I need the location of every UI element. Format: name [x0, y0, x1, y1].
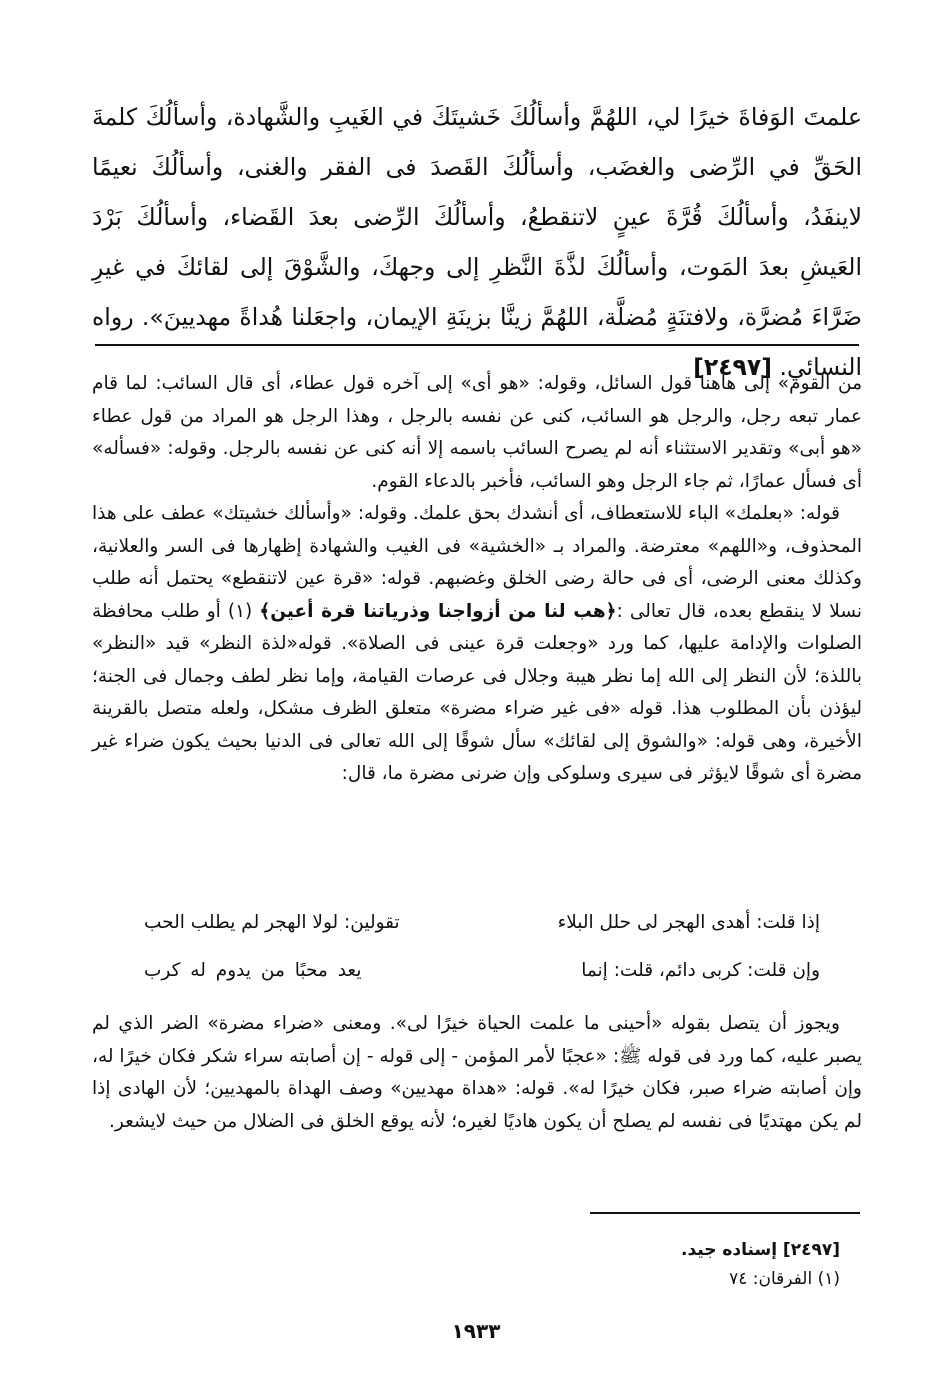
- verse-second-hemistich: تقولين: لولا الهجر لم يطلب الحب: [144, 912, 400, 933]
- page-number: ١٩٣٣: [451, 1319, 501, 1343]
- quran-verse: ﴿هب لنا من أزواجنا وذرياتنا قرة أعين﴾: [259, 600, 617, 622]
- footnote-separator: [590, 1212, 860, 1214]
- verse-first-hemistich: إذا قلت: أهدى الهجر لى حلل البلاء: [557, 912, 820, 933]
- commentary-text: أو طلب محافظة الصلوات والإدامة عليها، كما ورد «وجعلت قرة عينى فى الصلاة». قوله«لذة النظر» قيد «النظر» باللذة؛ لأن النظر إلى الله إما نظر هيبة وجلال فى عرصات القيامة، وإما نظر لطف وجمال فى الجنة؛ ليؤذن بأن المطلوب هذا. قوله «فى غير ضراء مضرة» متعلق الظرف مشكل، ولعله متصل بالقرينة الأخيرة، وهى قوله: «والشوق إلى لقائك» سأل شوقًا إلى الله تعالى فى الدنيا بحيث يكون ضراء غير مضرة أى شوقًا لايؤثر فى سيرى وسلوكى وإن ضرنى مضرة ما، قال:: [92, 600, 862, 784]
- poetry-verse: [92, 956, 862, 1004]
- footnote-1: (١) الفرقان: ٧٤: [729, 1269, 840, 1289]
- hadith-grading-note: [٢٤٩٧] إسناده جيد.: [681, 1240, 840, 1260]
- footnotes: [92, 1236, 840, 1294]
- verse-first-hemistich: وإن قلت: كربى دائم، قلت: إنما: [581, 960, 820, 981]
- commentary-paragraph: من القوم» إلى هاهنا قول السائل، وقوله: «هو أى» إلى آخره قول عطاء، أى قال السائب: لما قام عمار تبعه رجل، والرجل هو السائب، كنى عن نفسه بالرجل ، وهذا الرجل هو المراد من قول عطاء «هو أبى» وتقدير الاستثناء أنه لم يصرح السائب باسمه إلا أنه كنى عن نفسه بالرجل. وقوله: «فسأله» أى فسأل عمارًا، ثم جاء الرجل وهو السائب، فأخبر بالدعاء القوم.: [92, 373, 862, 492]
- separator-line: [95, 344, 859, 346]
- hadith-body: علمتَ الوَفاةَ خيرًا لي، اللهُمَّ وأسألُكَ خَشيتَكَ في الغَيبِ والشَّهادة، وأسألُكَ كلمةَ الحَقِّ في الرِّضى والغضَب، وأسألُكَ القَصدَ فى الفقر والغنى، وأسألُكَ نعيمًا لاينفَدُ، وأسألُكَ قُرَّةَ عينٍ لاتنقطعُ، وأسألُكَ الرِّضى بعدَ القَضاء، وأسألُكَ بَرْدَ العَيشِ بعدَ المَوت، وأسألُكَ لذَّةَ النَّظرِ إلى وجهكَ، والشَّوْقَ إلى لقائكَ في غيرِ ضَرَّاءَ مُضرَّة، ولافتنَةٍ مُضلَّة، اللهُمَّ زينَّا بزينَةِ الإيمان، واجعَلنا هُداةً مهديينَ». رواه النسائي.: [92, 103, 862, 381]
- commentary-section: [92, 368, 862, 791]
- hadith-reference-number: [٢٤٩٧]: [693, 353, 772, 381]
- poetry-verse: [92, 908, 862, 956]
- commentary-paragraph: ويجوز أن يتصل بقوله «أحينى ما علمت الحياة خيرًا لى». ومعنى «ضراء مضرة» الضر الذي لم يصبر عليه، كما ورد فى قوله ﷺ: «عجبًا لأمر المؤمن - إلى قوله - إن أصابته سراء شكر فكان خيرًا له، وإن أصابته ضراء صبر، فكان خيرًا له». قوله: «هداة مهديين» وصف الهداة بالمهديين؛ لأن الهادى إذا لم يكن مهتديًا فى نفسه لم يصلح أن يكون هاديًا لغيره؛ لأنه يوقع الخلق فى الضلال من حيث لايشعر.: [92, 1013, 862, 1132]
- commentary-text: قوله: «بعلمك» الباء للاستعطاف، أى أنشدك بحق علمك. وقوله: «وأسألك خشيتك» عطف على هذا المحذوف، و«اللهم» معترضة. والمراد بـ «الخشية» فى الغيب والشهادة إظهارها فى السر والعلانية، وكذلك معنى الرضى، أى فى حالة رضى الخلق وغضبهم. قوله: «قرة عين لاتنقطع» يحتمل أنه طلب نسلا لا ينقطع بعده، قال تعالى :: [92, 503, 862, 622]
- commentary-section-2: [92, 1008, 862, 1138]
- poetry-block: [92, 908, 862, 1004]
- commentary-paragraph: [92, 498, 862, 791]
- footnote-marker: (١): [227, 600, 253, 622]
- hadith-text: [92, 92, 862, 392]
- verse-second-hemistich: يعد محبًا من يدوم له كرب: [144, 960, 362, 981]
